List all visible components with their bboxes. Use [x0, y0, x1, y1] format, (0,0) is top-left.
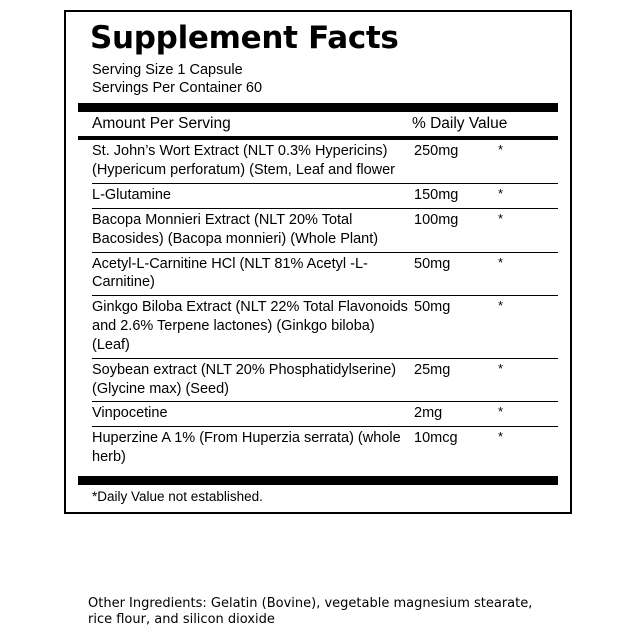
table-row: [92, 426, 558, 470]
column-header-amount: Amount Per Serving: [92, 115, 231, 133]
ingredient-amount: 250mg: [414, 143, 459, 160]
ingredient-amount: 2mg: [414, 405, 443, 422]
table-row: [92, 183, 558, 208]
ingredient-name: Huperzine A 1% (From Huperzia serrata) (whole herb): [92, 430, 401, 466]
supplement-facts-panel: [64, 10, 572, 514]
servings-per-container-line: Servings Per Container 60: [92, 79, 263, 96]
ingredient-daily-value: *: [498, 298, 504, 314]
ingredient-name: Bacopa Monnieri Extract (NLT 20% Total Bacosides) (Bacopa monnieri) (Whole Plant): [92, 211, 379, 247]
table-row: [92, 358, 558, 402]
ingredient-daily-value: *: [498, 360, 504, 376]
table-row: [92, 140, 558, 183]
other-ingredients-text: Other Ingredients: Gelatin (Bovine), vegetable magnesium stearate, rice flour, and silicon dioxide: [88, 596, 533, 628]
ingredient-amount: 100mg: [414, 211, 459, 228]
ingredient-amount: 10mcg: [414, 430, 458, 447]
table-row: [92, 252, 558, 296]
ingredient-daily-value: *: [498, 186, 504, 202]
daily-value-footnote: *Daily Value not established.: [92, 489, 263, 505]
serving-size-line: Serving Size 1 Capsule: [92, 61, 243, 78]
page-title: Supplement Facts: [90, 20, 399, 56]
header-divider-thick: [78, 103, 558, 112]
footer-divider-thick: [78, 476, 558, 485]
ingredient-daily-value: *: [498, 404, 504, 420]
ingredient-name: St. John’s Wort Extract (NLT 0.3% Hypericins) (Hypericum perforatum) (Stem, Leaf and flower: [92, 143, 395, 179]
ingredient-daily-value: *: [498, 254, 504, 270]
ingredient-amount: 25mg: [414, 361, 451, 378]
ingredient-daily-value: *: [498, 142, 504, 158]
table-row: [92, 208, 558, 252]
ingredient-name: Ginkgo Biloba Extract (NLT 22% Total Flavonoids and 2.6% Terpene lactones) (Ginkgo biloba) (Leaf): [92, 299, 408, 353]
table-row: [92, 401, 558, 426]
ingredient-name: Soybean extract (NLT 20% Phosphatidylserine) (Glycine max) (Seed): [92, 361, 397, 397]
ingredient-amount: 150mg: [414, 187, 459, 204]
ingredient-name: Acetyl-L-Carnitine HCl (NLT 81% Acetyl -L-Carnitine): [92, 255, 368, 291]
table-header-row: [92, 112, 558, 136]
ingredient-amount: 50mg: [414, 255, 451, 272]
ingredient-daily-value: *: [498, 210, 504, 226]
table-row: [92, 295, 558, 358]
ingredient-daily-value: *: [498, 429, 504, 445]
ingredient-name: Vinpocetine: [92, 405, 168, 422]
ingredient-amount: 50mg: [414, 299, 451, 316]
ingredient-name: L-Glutamine: [92, 187, 171, 204]
column-header-daily-value: % Daily Value: [412, 115, 508, 133]
